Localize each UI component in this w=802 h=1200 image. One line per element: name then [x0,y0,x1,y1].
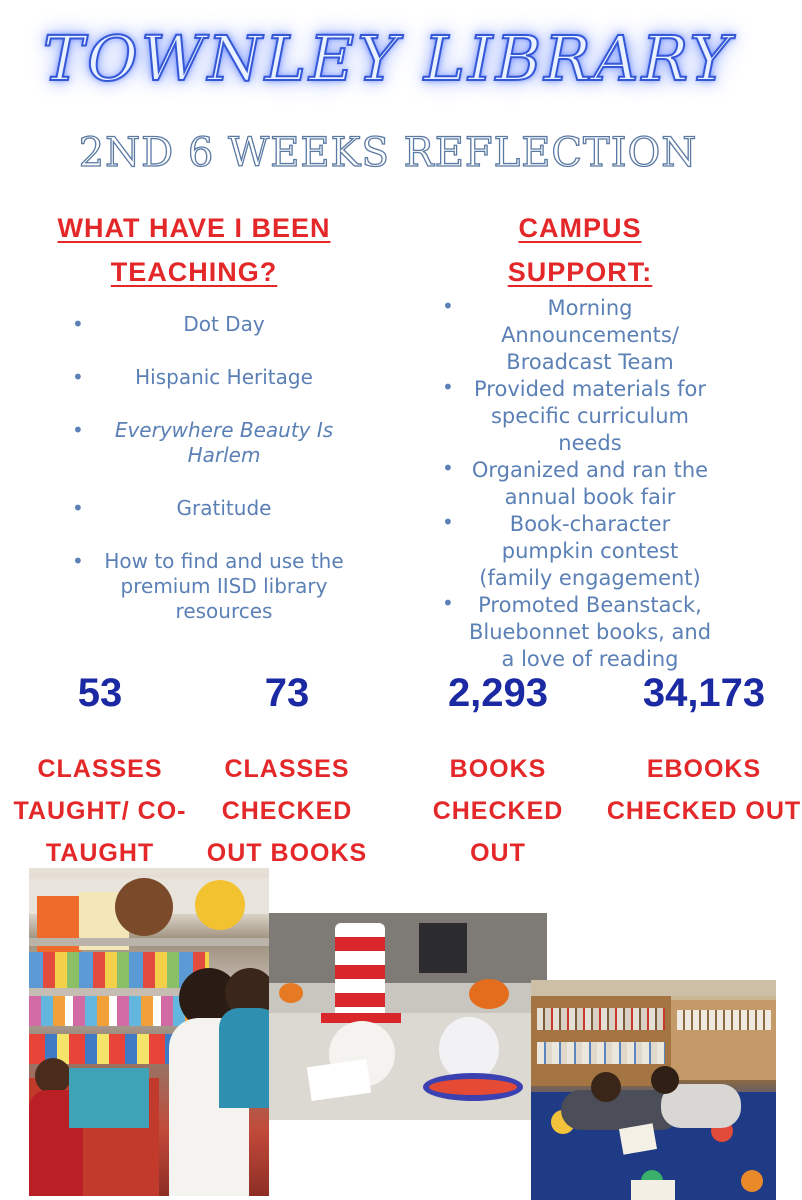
stat-books-checked-out [403,668,593,874]
stat-classes-taught [0,668,200,874]
stat-value: 73 [264,671,310,715]
teaching-heading-line1: WHAT HAVE I BEEN [57,213,331,243]
stat-label: BOOKS CHECKED OUT [432,755,564,867]
stat-classes-checked-out [192,668,382,874]
list-item-italic: Everywhere Beauty Is Harlem [114,418,334,467]
stat-value: 2,293 [447,671,549,715]
list-item: • Dot Day [66,312,356,337]
list-item: • How to find and use the premium IISD library resources [66,549,356,624]
reading-on-rug-photo [531,980,776,1200]
teaching-heading [44,206,344,294]
campus-heading-line1: CAMPUS [518,213,642,243]
list-item: • Organized and ran the annual book fair [440,457,720,511]
page-subtitle: 2ND 6 WEEKS REFLECTION [78,130,698,176]
teaching-heading-line2: TEACHING? [110,257,278,287]
book-fair-photo [29,868,269,1196]
stat-value: 34,173 [642,671,766,715]
campus-heading [430,206,730,294]
list-item: • Gratitude [66,496,356,521]
stat-value: 53 [77,671,123,715]
stat-ebooks-checked-out [606,668,802,832]
list-item: • Promoted Beanstack, Bluebonnet books, and a love of reading [440,592,720,673]
campus-heading-line2: SUPPORT: [507,257,653,287]
stat-label: EBOOKS CHECKED OUT [606,755,802,825]
list-item [66,418,356,468]
teaching-list [66,312,356,652]
list-item: • Morning Announcements/ Broadcast Team [440,295,720,376]
list-item: • Book-character pumpkin contest (family engagement) [440,511,720,592]
pumpkin-contest-photo [269,913,547,1120]
list-item: • Provided materials for specific curriculum needs [440,376,720,457]
campus-list [440,295,720,673]
list-item: • Hispanic Heritage [66,365,356,390]
stat-label: CLASSES TAUGHT/ CO-TAUGHT [13,755,187,867]
stat-label: CLASSES CHECKED OUT BOOKS [206,755,368,867]
page-title: TOWNLEY LIBRARY [42,22,734,95]
